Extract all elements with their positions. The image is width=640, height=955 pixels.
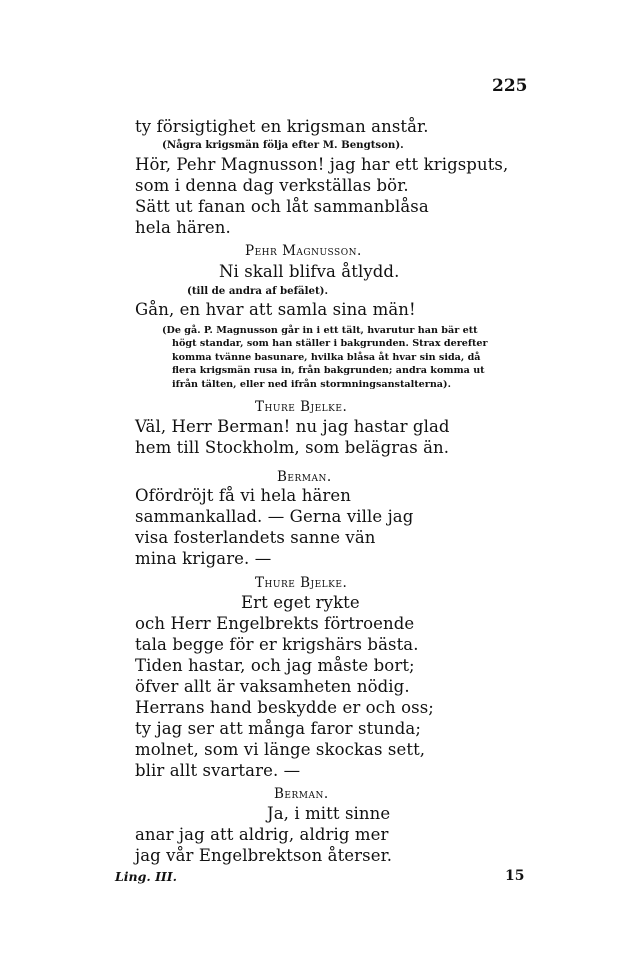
speaker-name: Thure Bjelke. (255, 399, 348, 415)
verse-line: hela hären. (135, 218, 231, 237)
verse-line: och Herr Engelbrekts förtroende (135, 614, 415, 633)
speaker-name: Berman. (274, 786, 329, 802)
verse-line: mina krigare. — (135, 549, 272, 568)
stage-direction-line: högt standar, som han ställer i bakgrunden. Strax derefter (172, 338, 488, 350)
verse-line: hem till Stockholm, som belägras än. (135, 438, 450, 457)
verse-line: anar jag att aldrig, aldrig mer (135, 825, 389, 844)
signature-mark: Ling. III. (115, 869, 177, 884)
verse-line: Väl, Herr Berman! nu jag hastar glad (135, 417, 450, 436)
stage-direction-line: (De gå. P. Magnusson går in i ett tält, hvarutur han bär ett (162, 325, 478, 336)
verse-line: som i denna dag verkställas bör. (135, 176, 409, 195)
verse-line: sammankallad. — Gerna ville jag (135, 507, 414, 526)
verse-line: Sätt ut fanan och låt sammanblåsa (135, 197, 429, 216)
verse-line: Herrans hand beskydde er och oss; (135, 698, 434, 717)
verse-line: Ni skall blifva åtlydd. (219, 262, 400, 281)
verse-line: tala begge för er krigshärs bästa. (135, 635, 419, 654)
verse-line: Ofördröjt få vi hela hären (135, 486, 351, 505)
verse-line: ty jag ser att många faror stunda; (135, 719, 422, 738)
speaker-name: Pehr Magnusson. (245, 243, 362, 259)
stage-direction: (till de andra af befälet). (187, 285, 329, 297)
stage-direction-line: komma tvänne basunare, hvilka blåsa åt hvar sin sida, då (172, 351, 481, 363)
verse-line: Ert eget rykte (241, 593, 360, 612)
verse-line: blir allt svartare. — (135, 761, 301, 780)
verse-line: ty försigtighet en krigsman anstår. (135, 117, 429, 136)
verse-line: Gån, en hvar att samla sina män! (135, 300, 416, 319)
stage-direction-line: ifrån tälten, eller ned ifrån stormningsanstalterna). (172, 378, 451, 390)
speaker-name: Thure Bjelke. (255, 575, 348, 591)
verse-line: Tiden hastar, och jag måste bort; (135, 656, 415, 675)
verse-line: visa fosterlandets sanne vän (135, 528, 376, 547)
page-number: 225 (492, 76, 528, 96)
verse-line: jag vår Engelbrektson återser. (135, 846, 393, 865)
verse-line: molnet, som vi länge skockas sett, (135, 740, 426, 759)
verse-line: Hör, Pehr Magnusson! jag har ett krigsputs, (135, 155, 509, 174)
verse-line: Ja, i mitt sinne (267, 804, 391, 823)
stage-direction: (Några krigsmän följa efter M. Bengtson). (162, 139, 404, 151)
verse-line: öfver allt är vaksamheten nödig. (135, 677, 410, 696)
speaker-name: Berman. (277, 469, 332, 485)
sheet-number: 15 (505, 868, 525, 884)
stage-direction-block (162, 324, 488, 391)
stage-direction-line: flera krigsmän rusa in, från bakgrunden; andra komma ut (172, 365, 485, 377)
